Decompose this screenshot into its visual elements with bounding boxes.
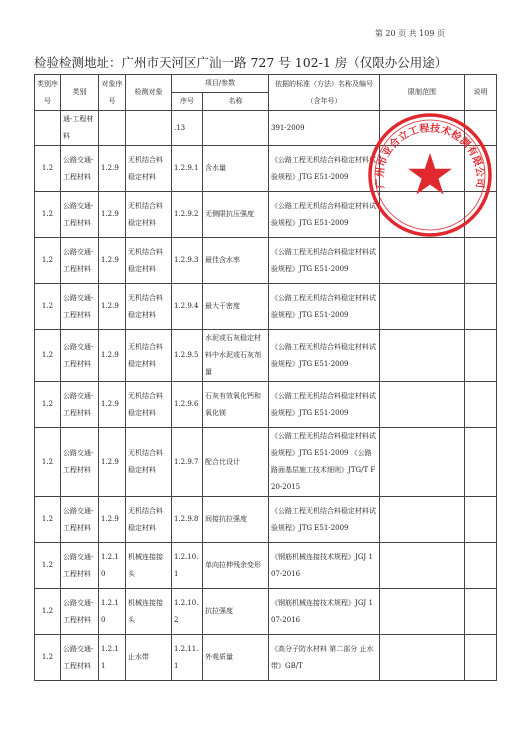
category-cell: 公路交通-工程材料	[61, 192, 99, 238]
object-cell: 无机结合料稳定材料	[126, 238, 172, 284]
object-cell: 止水带	[126, 635, 172, 681]
category-cell: 公路交通-工程材料	[61, 382, 99, 428]
category-no-cell: 1.2	[35, 330, 61, 382]
object-cell: 机械连接接头	[126, 589, 172, 635]
limit-cell	[380, 382, 465, 428]
item-name-cell: 外观质量	[203, 635, 269, 681]
category-no-cell: 1.2	[35, 635, 61, 681]
header-item-name: 名称	[203, 93, 269, 111]
svg-text:广州市亚合立工程技术检测有限公司: 广州市亚合立工程技术检测有限公司	[374, 123, 486, 189]
table-row	[35, 330, 497, 382]
table-row	[35, 589, 497, 635]
note-cell	[465, 428, 497, 497]
category-cell: 公路交通-工程材料	[61, 238, 99, 284]
object-no-cell: 1.2.9	[99, 330, 126, 382]
note-cell	[465, 192, 497, 238]
item-name-cell: 水泥或石灰稳定材料中水泥或石灰剂量	[203, 330, 269, 382]
object-cell: 无机结合料稳定材料	[126, 146, 172, 192]
category-no-cell: 1.2	[35, 284, 61, 330]
note-cell	[465, 589, 497, 635]
category-no-cell: 1.2	[35, 543, 61, 589]
standard-cell: 《钢筋机械连接技术规程》JGJ 107-2016	[269, 543, 380, 589]
table-row	[35, 146, 497, 192]
table-row	[35, 111, 497, 146]
item-name-cell: 最大干密度	[203, 284, 269, 330]
category-no-cell: 1.2	[35, 589, 61, 635]
object-cell: 机械连接接头	[126, 543, 172, 589]
object-no-cell: 1.2.11	[99, 635, 126, 681]
standard-cell: 《公路工程无机结合料稳定材料试验规程》JTG E51-2009	[269, 330, 380, 382]
standard-cell: 《公路工程无机结合料稳定材料试验规程》JTG E51-2009	[269, 192, 380, 238]
object-no-cell: 1.2.9	[99, 497, 126, 543]
header-item-param: 项目/参数	[172, 75, 269, 93]
object-no-cell: 1.2.9	[99, 382, 126, 428]
item-no-cell: 1.2.9.2	[172, 192, 203, 238]
object-no-cell	[99, 111, 126, 146]
table-row	[35, 382, 497, 428]
limit-cell	[380, 146, 465, 192]
limit-cell	[380, 543, 465, 589]
item-no-cell: 1.2.10.2	[172, 589, 203, 635]
item-name-cell: 最佳含水率	[203, 238, 269, 284]
item-no-cell: 1.2.9.4	[172, 284, 203, 330]
item-no-cell: 1.2.9.3	[172, 238, 203, 284]
object-no-cell: 1.2.9	[99, 428, 126, 497]
note-cell	[465, 238, 497, 284]
item-name-cell: 抗拉强度	[203, 589, 269, 635]
item-name-cell: 配合比设计	[203, 428, 269, 497]
object-no-cell: 1.2.9	[99, 238, 126, 284]
note-cell	[465, 497, 497, 543]
standard-cell: 《公路工程无机结合料稳定材料试验规程》JTG E51-2009	[269, 284, 380, 330]
item-no-cell: 1.2.11.1	[172, 635, 203, 681]
item-no-cell: 1.2.9.7	[172, 428, 203, 497]
standard-cell: 《公路工程无机结合料稳定材料试验规程》JTG E51-2009	[269, 382, 380, 428]
item-name-cell: 间接抗拉强度	[203, 497, 269, 543]
category-no-cell: 1.2	[35, 192, 61, 238]
category-no-cell: 1.2	[35, 146, 61, 192]
category-cell: 公路交通-工程材料	[61, 284, 99, 330]
header-item-no: 序号	[172, 93, 203, 111]
item-no-cell: 1.2.9.6	[172, 382, 203, 428]
item-no-cell: 1.2.10.1	[172, 543, 203, 589]
standard-cell: 《公路工程无机结合料稳定材料试验规程》JTG E51-2009	[269, 238, 380, 284]
object-cell: 无机结合料稳定材料	[126, 284, 172, 330]
header-standard: 依据的标准（方法）名称及编号（含年号）	[269, 75, 380, 111]
standard-cell: 《钢筋机械连接技术规程》JGJ 107-2016	[269, 589, 380, 635]
object-no-cell: 1.2.10	[99, 543, 126, 589]
limit-cell	[380, 497, 465, 543]
category-no-cell: 1.2	[35, 382, 61, 428]
header-object-no: 对象序号	[99, 75, 126, 111]
category-cell: 通-工程材料	[61, 111, 99, 146]
standard-cell: 《公路工程无机结合料稳定材料试验规程》JTG E51-2009 《公路路面基层施工技术细则》JTG/T F20-2015	[269, 428, 380, 497]
limit-cell	[380, 635, 465, 681]
note-cell	[465, 146, 497, 192]
header-category-no: 类别序号	[35, 75, 61, 111]
limit-cell	[380, 284, 465, 330]
object-cell: 无机结合料稳定材料	[126, 497, 172, 543]
category-cell: 公路交通-工程材料	[61, 497, 99, 543]
table-row	[35, 543, 497, 589]
item-name-cell: 无侧限抗压强度	[203, 192, 269, 238]
standard-cell: 《高分子防水材料 第二部分 止水带》GB/T	[269, 635, 380, 681]
header-limit: 限制范围	[380, 75, 465, 111]
object-cell	[126, 111, 172, 146]
item-no-cell: .13	[172, 111, 203, 146]
note-cell	[465, 635, 497, 681]
table-row	[35, 428, 497, 497]
item-no-cell: 1.2.9.1	[172, 146, 203, 192]
standard-cell: 《公路工程无机结合料稳定材料试验规程》JTG E51-2009	[269, 497, 380, 543]
object-no-cell: 1.2.9	[99, 192, 126, 238]
table-row	[35, 497, 497, 543]
header-category: 类别	[61, 75, 99, 111]
category-cell: 公路交通-工程材料	[61, 146, 99, 192]
object-cell: 无机结合料稳定材料	[126, 330, 172, 382]
limit-cell	[380, 589, 465, 635]
item-no-cell: 1.2.9.5	[172, 330, 203, 382]
table-row	[35, 192, 497, 238]
object-no-cell: 1.2.9	[99, 284, 126, 330]
object-cell: 无机结合料稳定材料	[126, 428, 172, 497]
note-cell	[465, 284, 497, 330]
inspection-address: 检验检测地址：广州市天河区广汕一路 727 号 102-1 房（仅限办公用途）	[34, 55, 448, 70]
object-no-cell: 1.2.10	[99, 589, 126, 635]
category-cell: 公路交通-工程材料	[61, 428, 99, 497]
limit-cell	[380, 111, 465, 146]
table-header-row	[35, 75, 497, 93]
table-row	[35, 284, 497, 330]
category-cell: 公路交通-工程材料	[61, 635, 99, 681]
category-no-cell: 1.2	[35, 497, 61, 543]
category-no-cell	[35, 111, 61, 146]
note-cell	[465, 330, 497, 382]
limit-cell	[380, 330, 465, 382]
category-cell: 公路交通-工程材料	[61, 330, 99, 382]
category-cell: 公路交通-工程材料	[61, 589, 99, 635]
standard-cell: 《公路工程无机结合料稳定材料试验规程》JTG E51-2009	[269, 146, 380, 192]
table-row	[35, 635, 497, 681]
item-name-cell: 含水量	[203, 146, 269, 192]
item-name-cell: 单向拉伸残余变形	[203, 543, 269, 589]
limit-cell	[380, 238, 465, 284]
object-cell: 无机结合料稳定材料	[126, 192, 172, 238]
standard-cell: 391-2009	[269, 111, 380, 146]
header-note: 说明	[465, 75, 497, 111]
item-name-cell: 石灰有效氧化钙和氧化镁	[203, 382, 269, 428]
object-no-cell: 1.2.9	[99, 146, 126, 192]
category-cell: 公路交通-工程材料	[61, 543, 99, 589]
limit-cell	[380, 192, 465, 238]
item-name-cell	[203, 111, 269, 146]
header-object: 检测对象	[126, 75, 172, 111]
category-no-cell: 1.2	[35, 238, 61, 284]
category-no-cell: 1.2	[35, 428, 61, 497]
page-number: 第 20 页 共 109 页	[374, 29, 445, 38]
note-cell	[465, 382, 497, 428]
object-cell: 无机结合料稳定材料	[126, 382, 172, 428]
item-no-cell: 1.2.9.8	[172, 497, 203, 543]
scope-table	[34, 74, 497, 681]
limit-cell	[380, 428, 465, 497]
note-cell	[465, 111, 497, 146]
table-row	[35, 238, 497, 284]
note-cell	[465, 543, 497, 589]
